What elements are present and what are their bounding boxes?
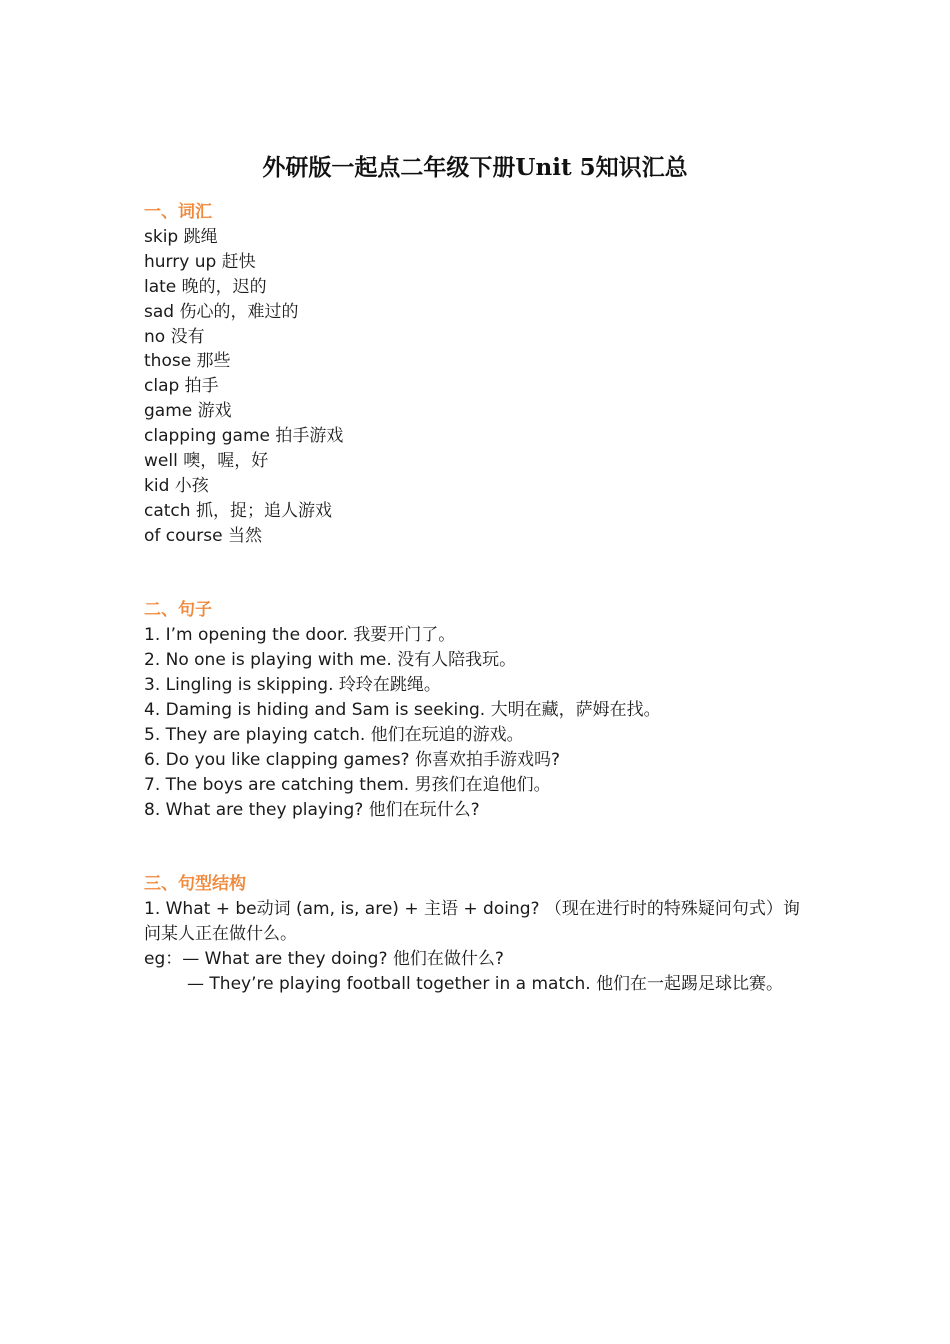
vocab-item: catch 抓，捉；追人游戏	[144, 500, 332, 521]
sentence-item: 6. Do you like clapping games? 你喜欢拍手游戏吗?	[144, 749, 561, 770]
sentences-heading: 二、句子	[144, 600, 212, 621]
sentence-item: 4. Daming is hiding and Sam is seeking. 大明在藏，萨姆在找。	[144, 700, 661, 721]
sentence-item: 5. They are playing catch. 他们在玩追的游戏。	[144, 725, 524, 746]
document-title: 外研版一起点二年级下册Unit 5知识汇总	[262, 154, 688, 181]
section-spacer	[144, 823, 812, 873]
section-spacer	[144, 549, 812, 599]
structure-heading: 三、句型结构	[144, 874, 246, 895]
vocab-section	[144, 200, 812, 549]
sentences-section	[144, 598, 812, 822]
vocab-item: of course 当然	[144, 525, 263, 546]
vocab-heading: 一、词汇	[144, 202, 212, 222]
vocab-item: skip 跳绳	[144, 226, 218, 247]
vocab-item: no 没有	[144, 326, 205, 347]
vocab-item: sad 伤心的，难过的	[144, 301, 299, 322]
sentence-item: 8. What are they playing? 他们在玩什么?	[144, 799, 480, 820]
vocab-item: game 游戏	[144, 401, 232, 422]
document-body	[144, 200, 812, 997]
sentence-item: 7. The boys are catching them. 男孩们在追他们。	[144, 774, 551, 795]
sentence-item: 1. I’m opening the door. 我要开门了。	[144, 625, 456, 646]
example-question: eg：— What are they doing? 他们在做什么?	[144, 949, 504, 970]
vocab-item: late 晚的，迟的	[144, 276, 267, 297]
sentence-item: 2. No one is playing with me. 没有人陪我玩。	[144, 650, 517, 671]
vocab-item: kid 小孩	[144, 475, 209, 496]
vocab-item: clap 拍手	[144, 376, 219, 397]
vocab-item: those 那些	[144, 351, 231, 372]
vocab-item: hurry up 赶快	[144, 251, 256, 272]
example-answer: — They’re playing football together in a match. 他们在一起踢足球比赛。	[187, 974, 784, 995]
vocab-item: well 噢，喔，好	[144, 451, 269, 472]
sentence-item: 3. Lingling is skipping. 玲玲在跳绳。	[144, 675, 441, 696]
structure-rule: 1. What + be动词 (am, is, are) + 主语 + doing? （现在进行时的特殊疑问句式）询问某人正在做什么。	[144, 899, 800, 945]
structure-section	[144, 872, 812, 997]
vocab-item: clapping game 拍手游戏	[144, 426, 344, 447]
